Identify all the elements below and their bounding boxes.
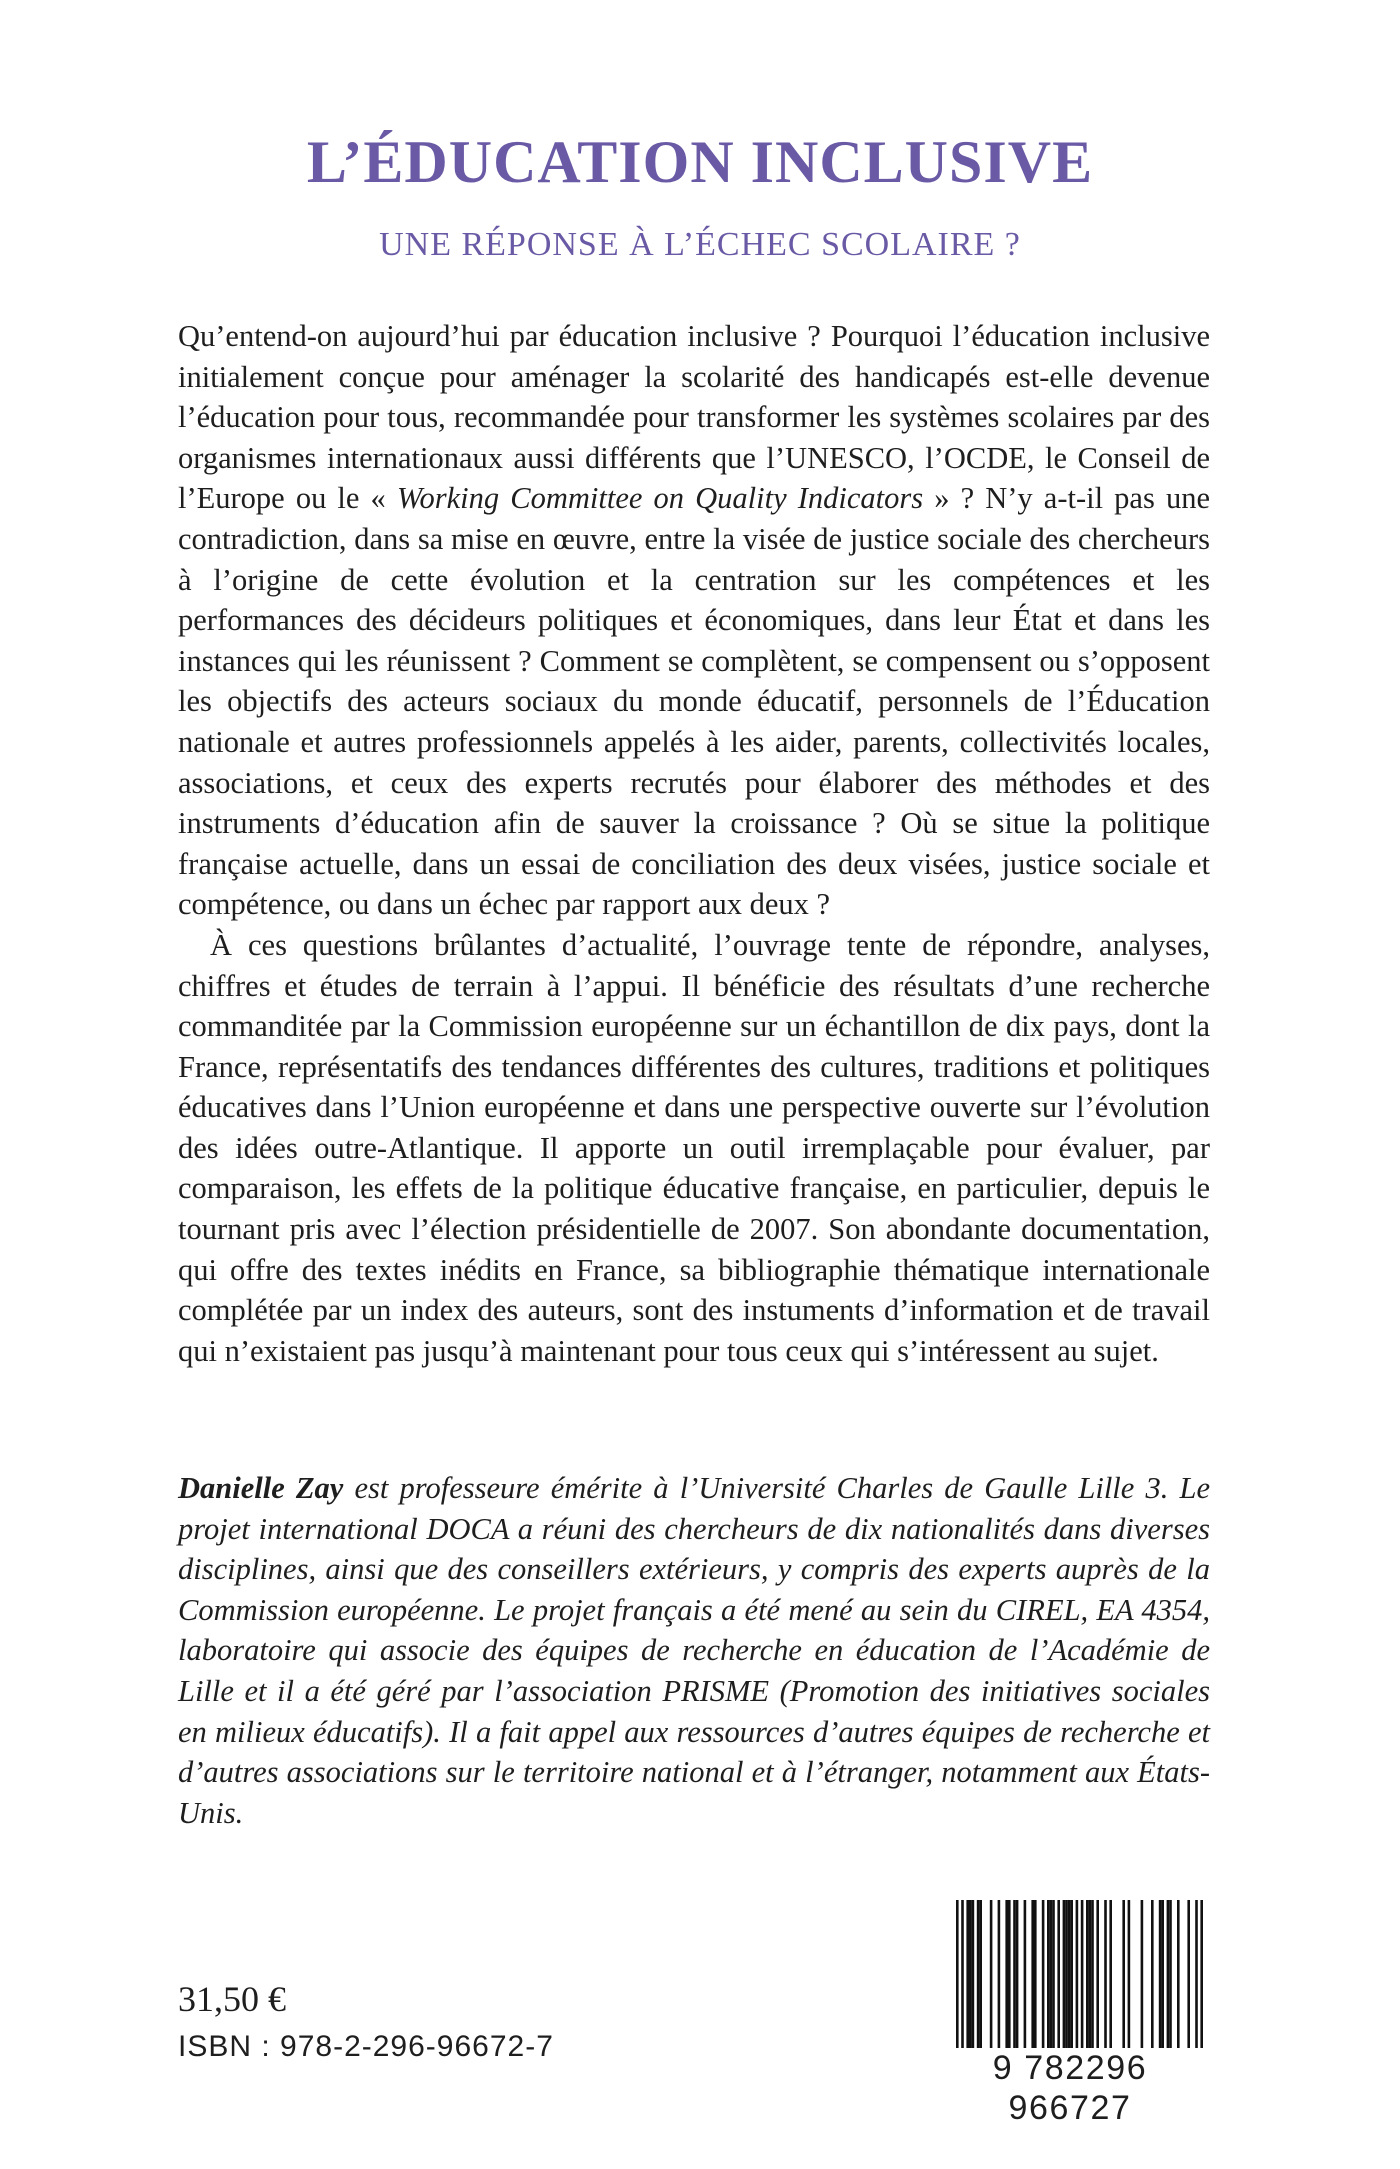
barcode-bar — [1089, 1900, 1092, 2050]
barcode-bar — [1031, 1900, 1034, 2050]
barcode-bar — [1063, 1900, 1066, 2050]
barcode-bar — [1161, 1900, 1164, 2050]
barcode-bar — [1195, 1900, 1198, 2068]
barcode-digits: 9 782296 966727 — [934, 2048, 1206, 2128]
barcode-bar — [1177, 1900, 1180, 2050]
barcode-bar — [1122, 1900, 1125, 2050]
barcode-bar — [1052, 1900, 1055, 2050]
barcode-bar — [1151, 1900, 1154, 2050]
author-bio-text: est professeure émérite à l’Université Charles de Gaulle Lille 3. Le projet international DOCA a réuni des chercheurs de dix nationalités dans diverses disciplines, ainsi que des conseillers extérieurs, y compris des experts auprès de la Commission européenne. Le projet français a été mené au sein du CIREL, EA 4354, laboratoire qui associe des équipes de recherche en éducation de l’Académie de Lille et il a été géré par l’association PRISME (Promotion des initiatives sociales en milieux éducatifs). Il a fait appel aux ressources d’autres équipes de recherche et d’autres associations sur le territoire national et à l’étranger, notamment aux États-Unis. — [178, 1471, 1210, 1830]
barcode-bar — [1008, 1900, 1011, 2050]
barcode-bar — [1200, 1900, 1203, 2068]
author-bio-paragraph — [178, 1468, 1210, 1833]
barcode-bar — [998, 1900, 1001, 2050]
barcode-bar — [1068, 1900, 1071, 2050]
barcode-bar — [1005, 1900, 1008, 2050]
barcode-bar — [1042, 1900, 1045, 2050]
barcode-bar — [1076, 1900, 1079, 2068]
barcode-bar — [1096, 1900, 1099, 2050]
barcode-bar — [1167, 1900, 1170, 2050]
barcode-bar — [1047, 1900, 1050, 2050]
barcode-bar — [1104, 1900, 1107, 2050]
book-title: L’ÉDUCATION INCLUSIVE — [306, 129, 1094, 195]
summary-p1-part-b: » ? N’y a-t-il pas une contradiction, dans sa mise en œuvre, entre la visée de justice sociale des chercheurs à l’origine de cette évolution et la centration sur les compétences et les performances des décideurs politiques et économiques, dans leur État et dans les instances qui les réunissent ? Comment se complètent, se compensent ou s’opposent les objectifs des acteurs sociaux du monde éducatif, personnels de l’Éducation nationale et autres professionnels appelés à les aider, parents, collectivités locales, associations, et ceux des experts recrutés pour élaborer des méthodes et des instruments d’éducation afin de sauver la croissance ? Où se situe la politique française actuelle, dans un essai de conciliation des deux visées, justice sociale et compétence, ou dans un échec par rapport aux deux ? — [178, 481, 1210, 922]
summary-text — [178, 316, 1210, 1371]
barcode-bar — [1109, 1900, 1112, 2050]
barcode-bar — [966, 1900, 969, 2050]
barcode-bar — [1081, 1900, 1084, 2068]
summary-p1-part-a: Qu’entend-on aujourd’hui par éducation inclusive ? Pourquoi l’éducation inclusive initialement conçue pour aménager la scolarité des handicapés est-elle devenue l’éducation pour tous, recommandée pour transformer les systèmes scolaires par des organismes internationaux aussi différents que l’UNESCO, l’OCDE, le Conseil de l’Europe ou le « — [178, 319, 1210, 516]
summary-paragraph-1 — [178, 316, 1210, 925]
barcode-bar — [1086, 1900, 1089, 2050]
barcode-bar — [969, 1900, 972, 2050]
barcode-bar — [1141, 1900, 1144, 2050]
barcode-bar — [1050, 1900, 1053, 2050]
price: 31,50 € — [178, 1979, 286, 2019]
summary-p1-italic: Working Committee on Quality Indicators — [396, 481, 924, 516]
barcode-bar — [1016, 1900, 1019, 2050]
barcode-bar — [979, 1900, 982, 2050]
barcode-bar — [1128, 1900, 1131, 2050]
barcode-bar — [972, 1900, 975, 2050]
barcode-bar — [1013, 1900, 1016, 2050]
barcode-bar — [1057, 1900, 1060, 2050]
isbn: ISBN : 978-2-296-96672-7 — [178, 2030, 554, 2063]
barcode-bar — [977, 1900, 980, 2050]
barcode-bar — [1159, 1900, 1162, 2050]
summary-paragraph-2: À ces questions brûlantes d’actualité, l’ouvrage tente de répondre, analyses, chiffres et études de terrain à l’appui. Il bénéficie des résultats d’une recherche commanditée par la Commission européenne sur un échantillon de dix pays, dont la France, représentatifs des tendances différentes des cultures, traditions et politiques éducatives dans l’Union européenne et dans une perspective ouverte sur l’évolution des idées outre-Atlantique. Il apporte un outil irremplaçable pour évaluer, par comparaison, les effets de la politique éducative française, en particulier, depuis le tournant pris avec l’élection présidentielle de 2007. Son abondante documentation, qui offre des textes inédits en France, sa bibliographie thématique internationale complétée par un index des auteurs, sont des instuments d’information et de travail qui n’existaient pas jusqu’à maintenant pour tous ceux qui s’intéressent au sujet. — [178, 927, 1210, 1368]
barcode-bar — [1024, 1900, 1027, 2050]
barcode-bar — [1070, 1900, 1073, 2050]
book-subtitle: UNE RÉPONSE À L’ÉCHEC SCOLAIRE ? — [379, 226, 1021, 263]
barcode-bar — [1065, 1900, 1068, 2050]
barcode-bar — [990, 1900, 993, 2050]
barcode-bar — [961, 1900, 964, 2068]
author-bio — [178, 1468, 1210, 1833]
author-name: Danielle Zay — [178, 1471, 344, 1505]
barcode — [934, 1896, 1206, 2127]
barcode-bar — [1169, 1900, 1172, 2050]
barcode-bar — [1034, 1900, 1037, 2050]
barcode-bar — [956, 1900, 959, 2068]
barcode-bar — [1187, 1900, 1190, 2050]
barcode-bar — [1091, 1900, 1094, 2050]
